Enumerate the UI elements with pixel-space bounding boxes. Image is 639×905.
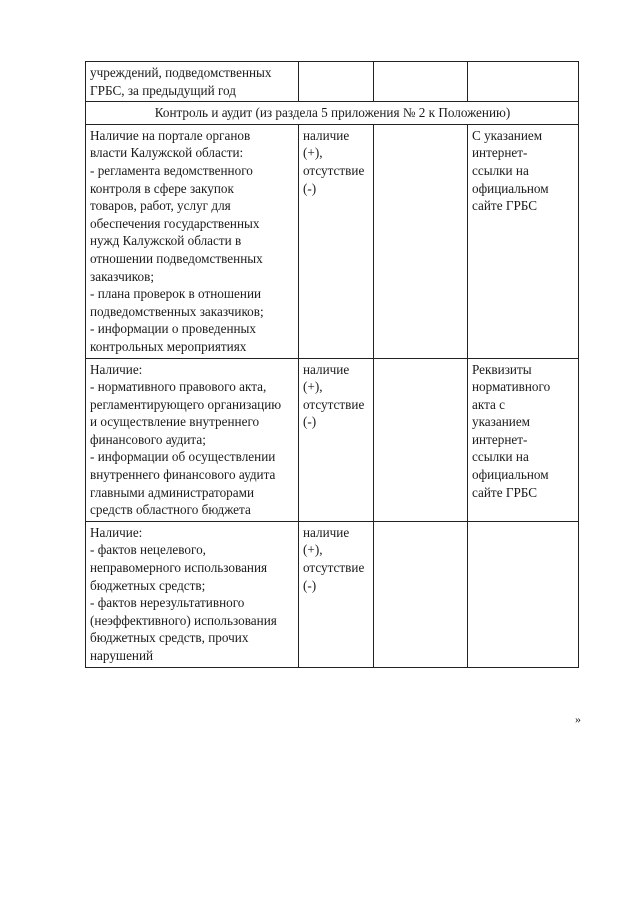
- closing-quote-mark: »: [575, 712, 581, 726]
- text-line: ссылки на: [472, 449, 529, 465]
- table-row: [86, 521, 579, 667]
- text-line: нужд Калужской области в: [90, 233, 242, 249]
- text-line: - фактов нецелевого,: [90, 542, 206, 558]
- score-cell: [374, 62, 468, 102]
- table-row: [86, 124, 579, 358]
- text-line: наличие: [303, 524, 350, 540]
- value-cell: [299, 124, 374, 358]
- text-line: - информации об осуществлении: [90, 449, 276, 465]
- text-line: заказчиков;: [90, 268, 154, 284]
- text-line: Реквизиты: [472, 361, 532, 377]
- text-line: власти Калужской области:: [90, 145, 244, 161]
- criteria-table: [85, 61, 579, 668]
- text-line: - регламента ведомственного: [90, 162, 253, 178]
- text-line: учреждений, подведомственных: [90, 65, 272, 80]
- text-line: нарушений: [90, 648, 154, 663]
- note-cell: [468, 124, 579, 358]
- text-line: отсутствие: [303, 396, 365, 412]
- text-line: Наличие на портале органов: [90, 127, 251, 143]
- text-line: средств областного бюджета: [90, 502, 251, 518]
- text-line: акта с: [472, 396, 506, 412]
- score-cell: [374, 521, 468, 667]
- section-row: [86, 102, 579, 125]
- note-cell: [468, 62, 579, 102]
- text-line: официальном: [472, 180, 549, 196]
- value-cell: [299, 358, 374, 521]
- section-heading: Контроль и аудит (из раздела 5 приложения № 2 к Положению): [86, 102, 579, 125]
- text-line: (+),: [303, 542, 323, 558]
- text-line: неправомерного использования: [90, 560, 268, 576]
- table-row: [86, 358, 579, 521]
- text-line: контрольных мероприятиях: [90, 338, 247, 354]
- text-line: официальном: [472, 467, 549, 483]
- text-line: (-): [303, 180, 317, 196]
- text-line: отсутствие: [303, 162, 365, 178]
- text-line: обеспечения государственных: [90, 215, 260, 231]
- text-line: - информации о проведенных: [90, 321, 257, 337]
- text-line: наличие: [303, 361, 350, 377]
- text-line: и осуществление внутреннего: [90, 414, 260, 430]
- text-line: Наличие:: [90, 361, 143, 377]
- table-row: [86, 62, 579, 102]
- value-cell: [299, 62, 374, 102]
- text-line: товаров, работ, услуг для: [90, 198, 231, 214]
- text-line: бюджетных средств;: [90, 577, 206, 593]
- text-line: бюджетных средств, прочих: [90, 630, 249, 646]
- text-line: внутреннего финансового аудита: [90, 467, 276, 483]
- text-line: С указанием: [472, 127, 543, 143]
- text-line: ссылки на: [472, 162, 529, 178]
- score-cell: [374, 124, 468, 358]
- text-line: финансового аудита;: [90, 431, 206, 447]
- text-line: Наличие:: [90, 524, 143, 540]
- text-line: - плана проверок в отношении: [90, 286, 262, 302]
- value-cell: [299, 521, 374, 667]
- text-line: отсутствие: [303, 560, 365, 576]
- text-line: (+),: [303, 145, 323, 161]
- text-line: интернет-: [472, 431, 528, 447]
- text-line: - фактов нерезультативного: [90, 595, 245, 611]
- text-line: (неэффективного) использования: [90, 612, 277, 628]
- text-line: указанием: [472, 414, 531, 430]
- text-line: главными администраторами: [90, 484, 255, 500]
- text-line: (-): [303, 414, 317, 430]
- text-line: интернет-: [472, 145, 528, 161]
- text-line: сайте ГРБС: [472, 198, 538, 214]
- text-line: (-): [303, 577, 317, 593]
- text-line: (+),: [303, 379, 323, 395]
- note-cell: [468, 358, 579, 521]
- text-line: контроля в сфере закупок: [90, 180, 234, 196]
- criterion-cell: [86, 124, 299, 358]
- text-line: - нормативного правового акта,: [90, 379, 267, 395]
- text-line: регламентирующего организацию: [90, 396, 282, 412]
- text-line: ГРБС, за предыдущий год: [90, 82, 236, 98]
- criterion-cell: [86, 62, 299, 102]
- criterion-cell: [86, 521, 299, 667]
- text-line: сайте ГРБС: [472, 484, 538, 500]
- text-line: нормативного: [472, 379, 551, 395]
- criterion-cell: [86, 358, 299, 521]
- text-line: подведомственных заказчиков;: [90, 303, 264, 319]
- score-cell: [374, 358, 468, 521]
- text-line: отношении подведомственных: [90, 250, 263, 266]
- text-line: наличие: [303, 127, 350, 143]
- note-cell: [468, 521, 579, 667]
